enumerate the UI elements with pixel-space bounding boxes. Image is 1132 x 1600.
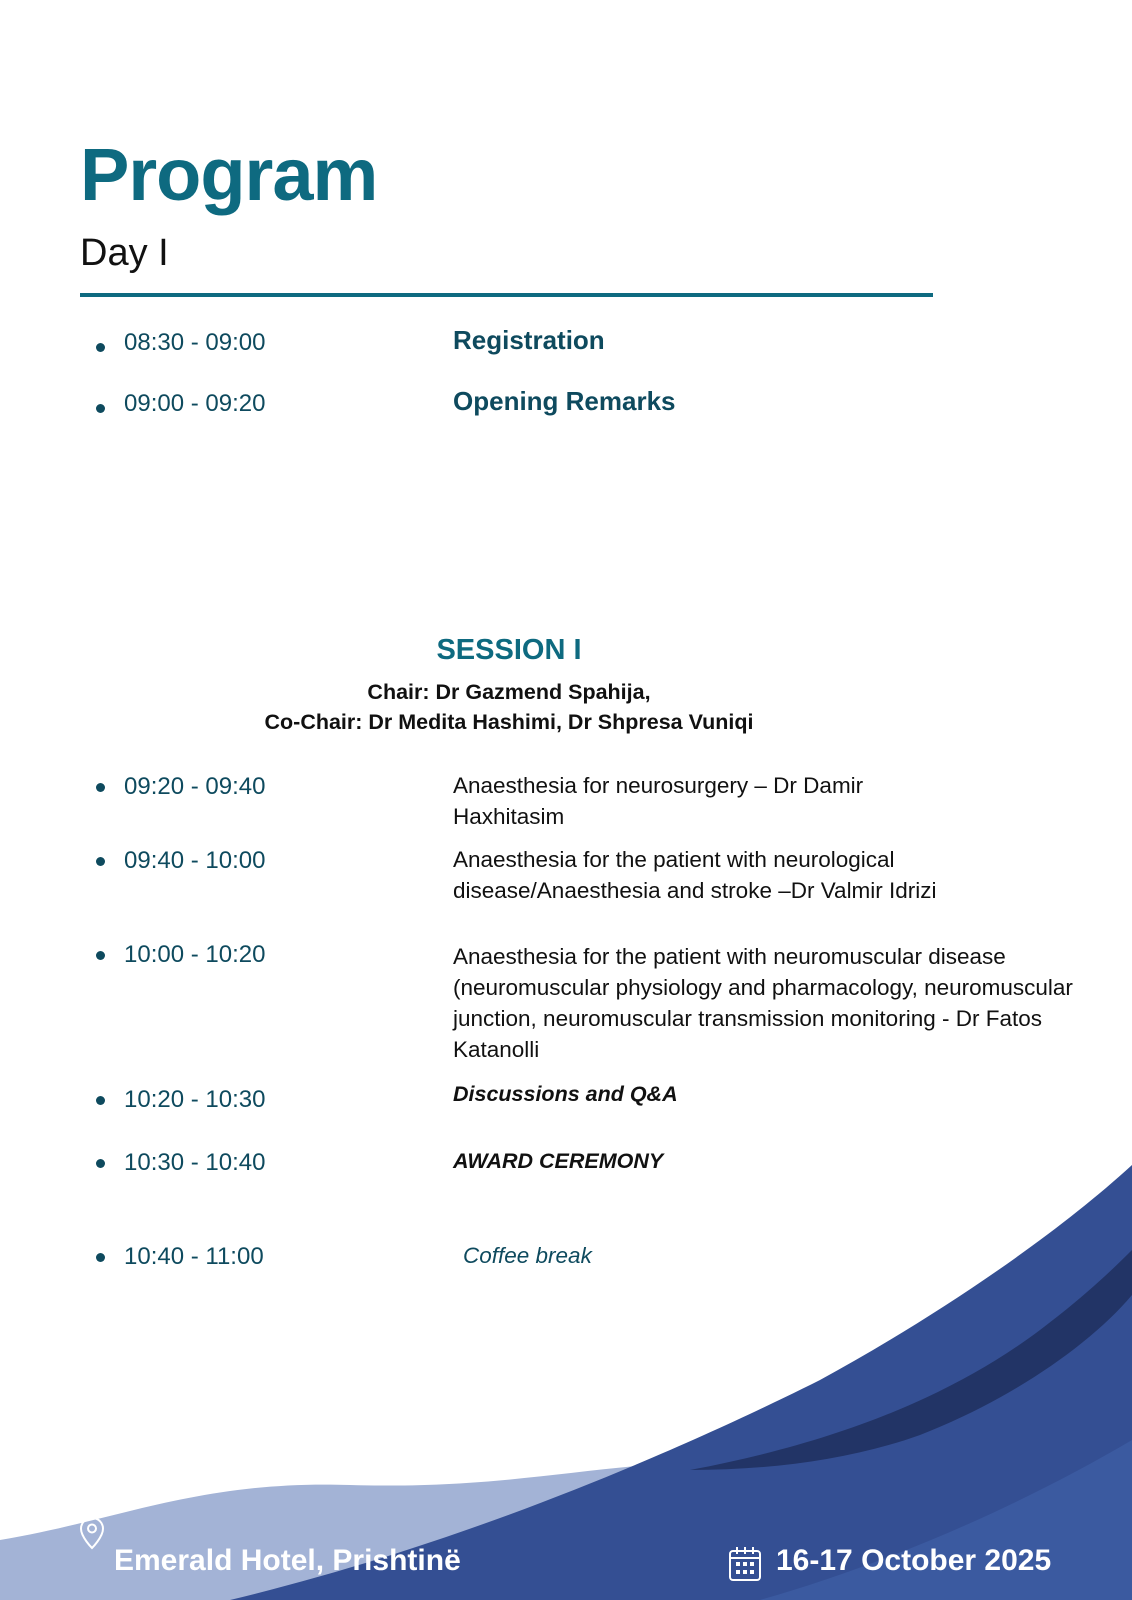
footer-dates: 16-17 October 2025 xyxy=(776,1544,1052,1577)
time-slot: 10:40 - 11:00 xyxy=(124,1243,264,1270)
day-label: Day I xyxy=(80,232,169,274)
bullet-icon xyxy=(96,343,105,352)
title-divider xyxy=(80,293,933,297)
time-slot: 09:40 - 10:00 xyxy=(124,847,266,874)
location-pin-icon xyxy=(79,1516,105,1550)
session-chair: Chair: Dr Gazmend Spahija, xyxy=(367,680,651,704)
item-title: Anaesthesia for neurosurgery – Dr Damir Haxhitasim xyxy=(453,773,864,829)
item-title: Anaesthesia for the patient with neuromuscular disease (neuromuscular physiology and pharmacology, neuromuscular junction, neuromuscular transmission monitoring - Dr Fatos Katanolli xyxy=(453,944,1073,1062)
item-title: Coffee break xyxy=(463,1243,592,1268)
bullet-icon xyxy=(96,1253,105,1262)
item-title: Discussions and Q&A xyxy=(453,1082,678,1106)
bullet-icon xyxy=(96,951,105,960)
bullet-icon xyxy=(96,1159,105,1168)
item-title: Anaesthesia for the patient with neurological disease/Anaesthesia and stroke –Dr Valmir Idrizi xyxy=(453,847,937,903)
time-slot: 10:00 - 10:20 xyxy=(124,941,266,968)
page-title: Program xyxy=(80,133,378,216)
bullet-icon xyxy=(96,404,105,413)
time-slot: 09:20 - 09:40 xyxy=(124,773,266,800)
bullet-icon xyxy=(96,1096,105,1105)
time-slot: 09:00 - 09:20 xyxy=(124,390,266,417)
bullet-icon xyxy=(96,857,105,866)
item-title: AWARD CEREMONY xyxy=(453,1149,664,1173)
bullet-icon xyxy=(96,783,105,792)
footer-location: Emerald Hotel, Prishtinë xyxy=(114,1544,461,1577)
time-slot: 10:30 - 10:40 xyxy=(124,1149,266,1176)
time-slot: 10:20 - 10:30 xyxy=(124,1086,266,1113)
time-slot: 08:30 - 09:00 xyxy=(124,329,266,356)
item-title: Registration xyxy=(453,325,605,355)
item-title: Opening Remarks xyxy=(453,386,676,416)
calendar-icon xyxy=(728,1546,762,1582)
session-title: SESSION I xyxy=(436,634,582,666)
session-cochair: Co-Chair: Dr Medita Hashimi, Dr Shpresa Vuniqi xyxy=(264,710,754,734)
